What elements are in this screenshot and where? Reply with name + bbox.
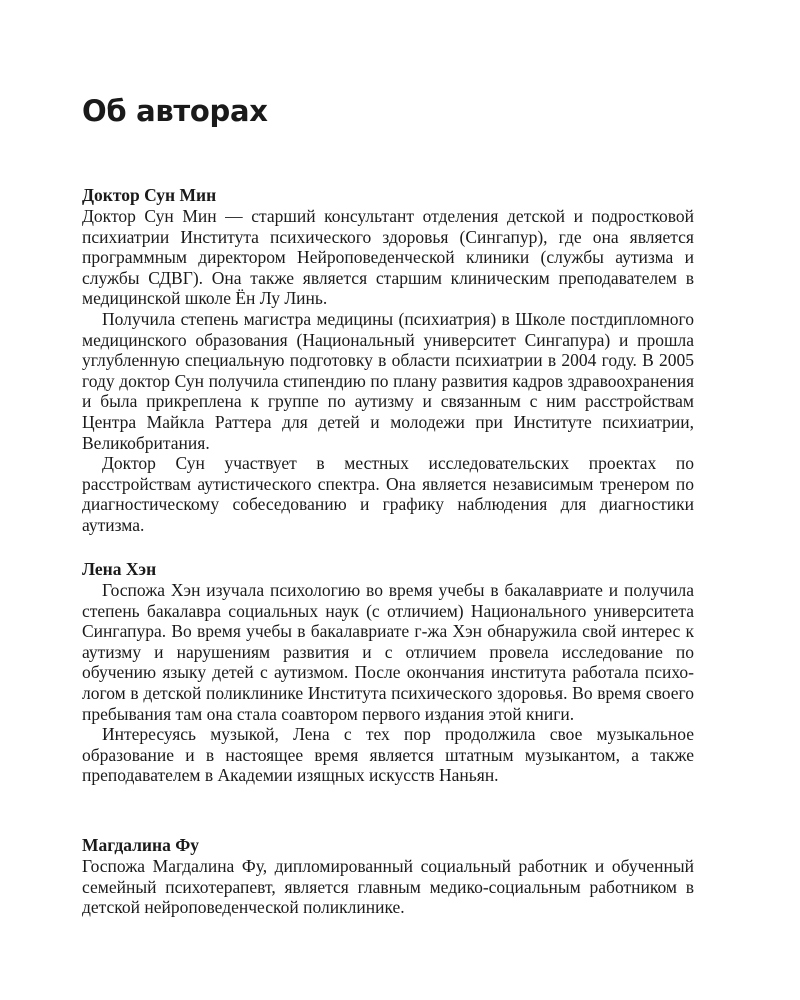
book-page: [82, 0, 694, 1000]
author-name: Доктор Сун Мин: [82, 185, 217, 205]
author-section-magdalina-fu: [82, 834, 694, 918]
author-paragraph: Госпожа Хэн изучала психологию во время учебы в бакалавриате и получила степень бакалавра социальных наук (с отличием) Национального университета Сингапура. Во время учебы в бакалавриате г-жа Хэн обнаружила свой интерес к аутизму и нарушениям развития и с отличием провела исследование по обучению языку детей с аутизмом. После окончания института работала психологом в детской поликлинике Института психического здоровья. Во время своего пребывания там она стала соавтором первого издания этой книги.: [82, 580, 694, 724]
author-paragraph: Доктор Сун Мин — старший консультант отделения детской и подростковой психиатрии Института психического здоровья (Сингапур), где она является программным директором Нейроповеденческой клиники (службы аутизма и службы СДВГ). Она также является старшим клиническим преподавателем в медицинской школе Ён Лу Линь.: [82, 206, 694, 309]
page-title: Об авторах: [82, 94, 268, 128]
author-paragraph: Госпожа Магдалина Фу, дипломированный социальный работник и обученный семейный психотерапевт, является главным медико-социальным работником в детской нейроповеденческой поликлинике.: [82, 856, 694, 918]
author-paragraph: Получила степень магистра медицины (психиатрия) в Школе постдипломного медицинского образования (Национальный университет Сингапура) и прошла углубленную специальную подготовку в области психиатрии в 2004 году. В 2005 году доктор Сун получила стипендию по плану развития кадров здравоохранения и была прикреплена к группе по аутизму и связанным с ним расстройствам Центра Майкла Раттера для детей и молодежи при Институте психиатрии, Великобритания.: [82, 308, 694, 453]
author-name: Лена Хэн: [82, 559, 157, 579]
author-section-lena-hen: [82, 558, 694, 786]
author-paragraph: Доктор Сун участвует в местных исследовательских проектах по расстройствам аутистического спектра. Она является независимым тренером по диагностическому собеседованию и графику наблюдения для диагностики аутизма.: [82, 453, 694, 535]
author-name: Магдалина Фу: [82, 835, 199, 855]
author-paragraph: Интересуясь музыкой, Лена с тех пор продолжила свое музыкальное образование и в настоящее время является штатным музыкантом, а также преподавателем в Академии изящных искусств Наньян.: [82, 724, 694, 786]
author-section-sun-min: [82, 184, 694, 536]
